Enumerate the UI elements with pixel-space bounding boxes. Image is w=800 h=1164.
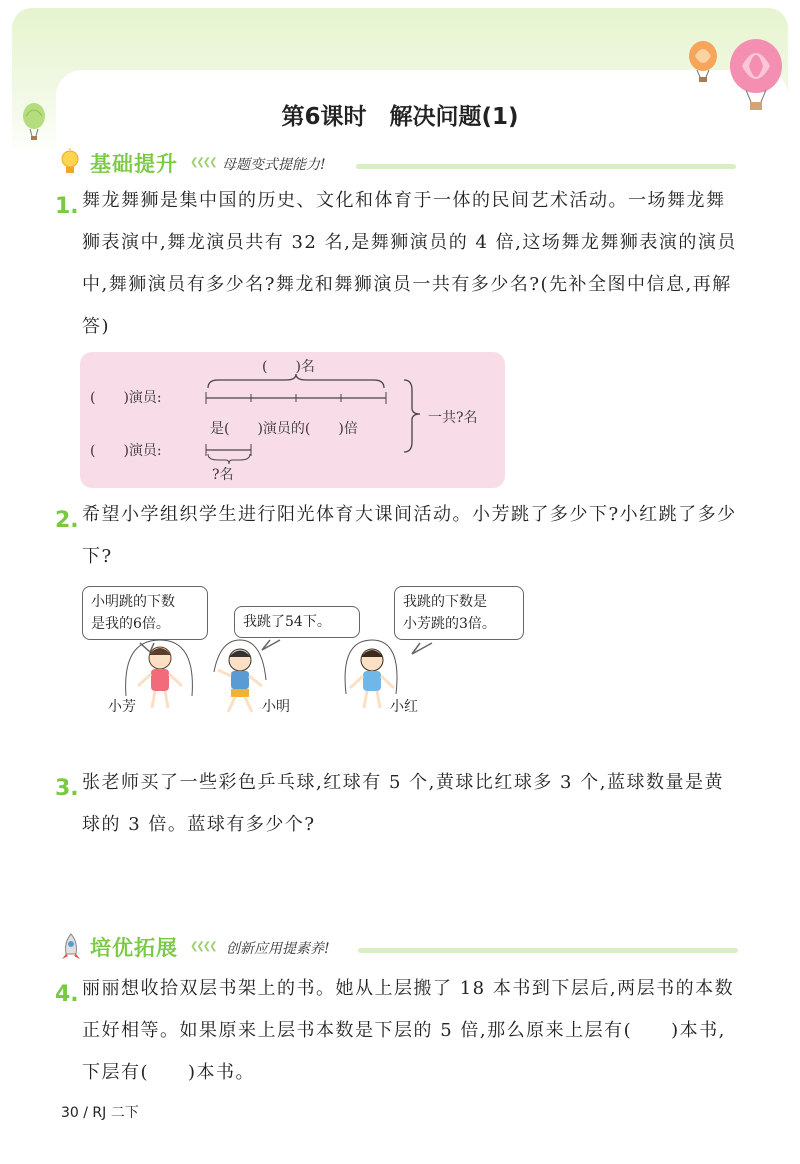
name-label-xiaohong: 小红 [390,699,418,715]
diagram-row2-label: ( )演员: [90,443,162,459]
name-label-xiaofang: 小芳 [108,699,136,715]
question-text: 丽丽想收拾双层书架上的书。她从上层搬了 18 本书到下层后,两层书的本数正好相等。如果原来上层书本数是下层的 5 倍,那么原来上层有( )本书,下层有( )本书。 [82,978,735,1083]
question-number: 4. [55,982,79,1007]
section-title: 基础提升 [90,152,178,176]
diagram-total-label: 一共?名 [428,410,478,426]
diagram-top-label: ( )名 [262,359,315,375]
rocket-icon [60,932,82,962]
section-subtitle: 创新应用提素养! [226,941,330,957]
question-number: 3. [55,776,79,801]
diagram-row1-label: ( )演员: [90,390,162,406]
speech-bubble-xiaofang: 小明跳的下数 是我的6倍。 [82,586,208,640]
question-text: 舞龙舞狮是集中国的历史、文化和体育于一体的民间艺术活动。一场舞龙舞狮表演中,舞龙演员共有 32 名,是舞狮演员的 4 倍,这场舞龙舞狮表演的演员中,舞狮演员有多少名?舞龙和舞狮演员一共有多少名?(先补全图中信息,再解答) [82,190,737,337]
question-number: 1. [55,194,79,219]
question-text: 张老师买了一些彩色乒乓球,红球有 5 个,黄球比红球多 3 个,蓝球数量是黄球的 3 倍。蓝球有多少个? [82,772,724,835]
speech-bubble-xiaohong: 我跳的下数是 小芳跳的3倍。 [394,586,524,640]
boy-xiaoming-icon [214,640,266,712]
question-text: 希望小学组织学生进行阳光体育大课间活动。小芳跳了多少下?小红跳了多少下? [82,504,737,567]
section-arrows: ❮❮❮❮ [190,157,216,168]
diagram-middle-label: 是( )演员的( )倍 [210,421,358,437]
section-advanced [58,932,738,962]
section-subtitle: 母题变式提能力! [222,157,326,173]
page-footer: 30 / RJ 二下 [61,1105,139,1121]
name-label-xiaoming: 小明 [262,699,290,715]
page-title: 第6课时 解决问题(1) [281,104,519,130]
section-divider [358,948,738,953]
section-arrows: ❮❮❮❮ [190,941,216,952]
speech-bubble-xiaoming: 我跳了54下。 [234,606,360,638]
question-number: 2. [55,508,79,533]
section-title: 培优拓展 [90,936,178,960]
diagram-bottom-label: ?名 [212,467,234,483]
